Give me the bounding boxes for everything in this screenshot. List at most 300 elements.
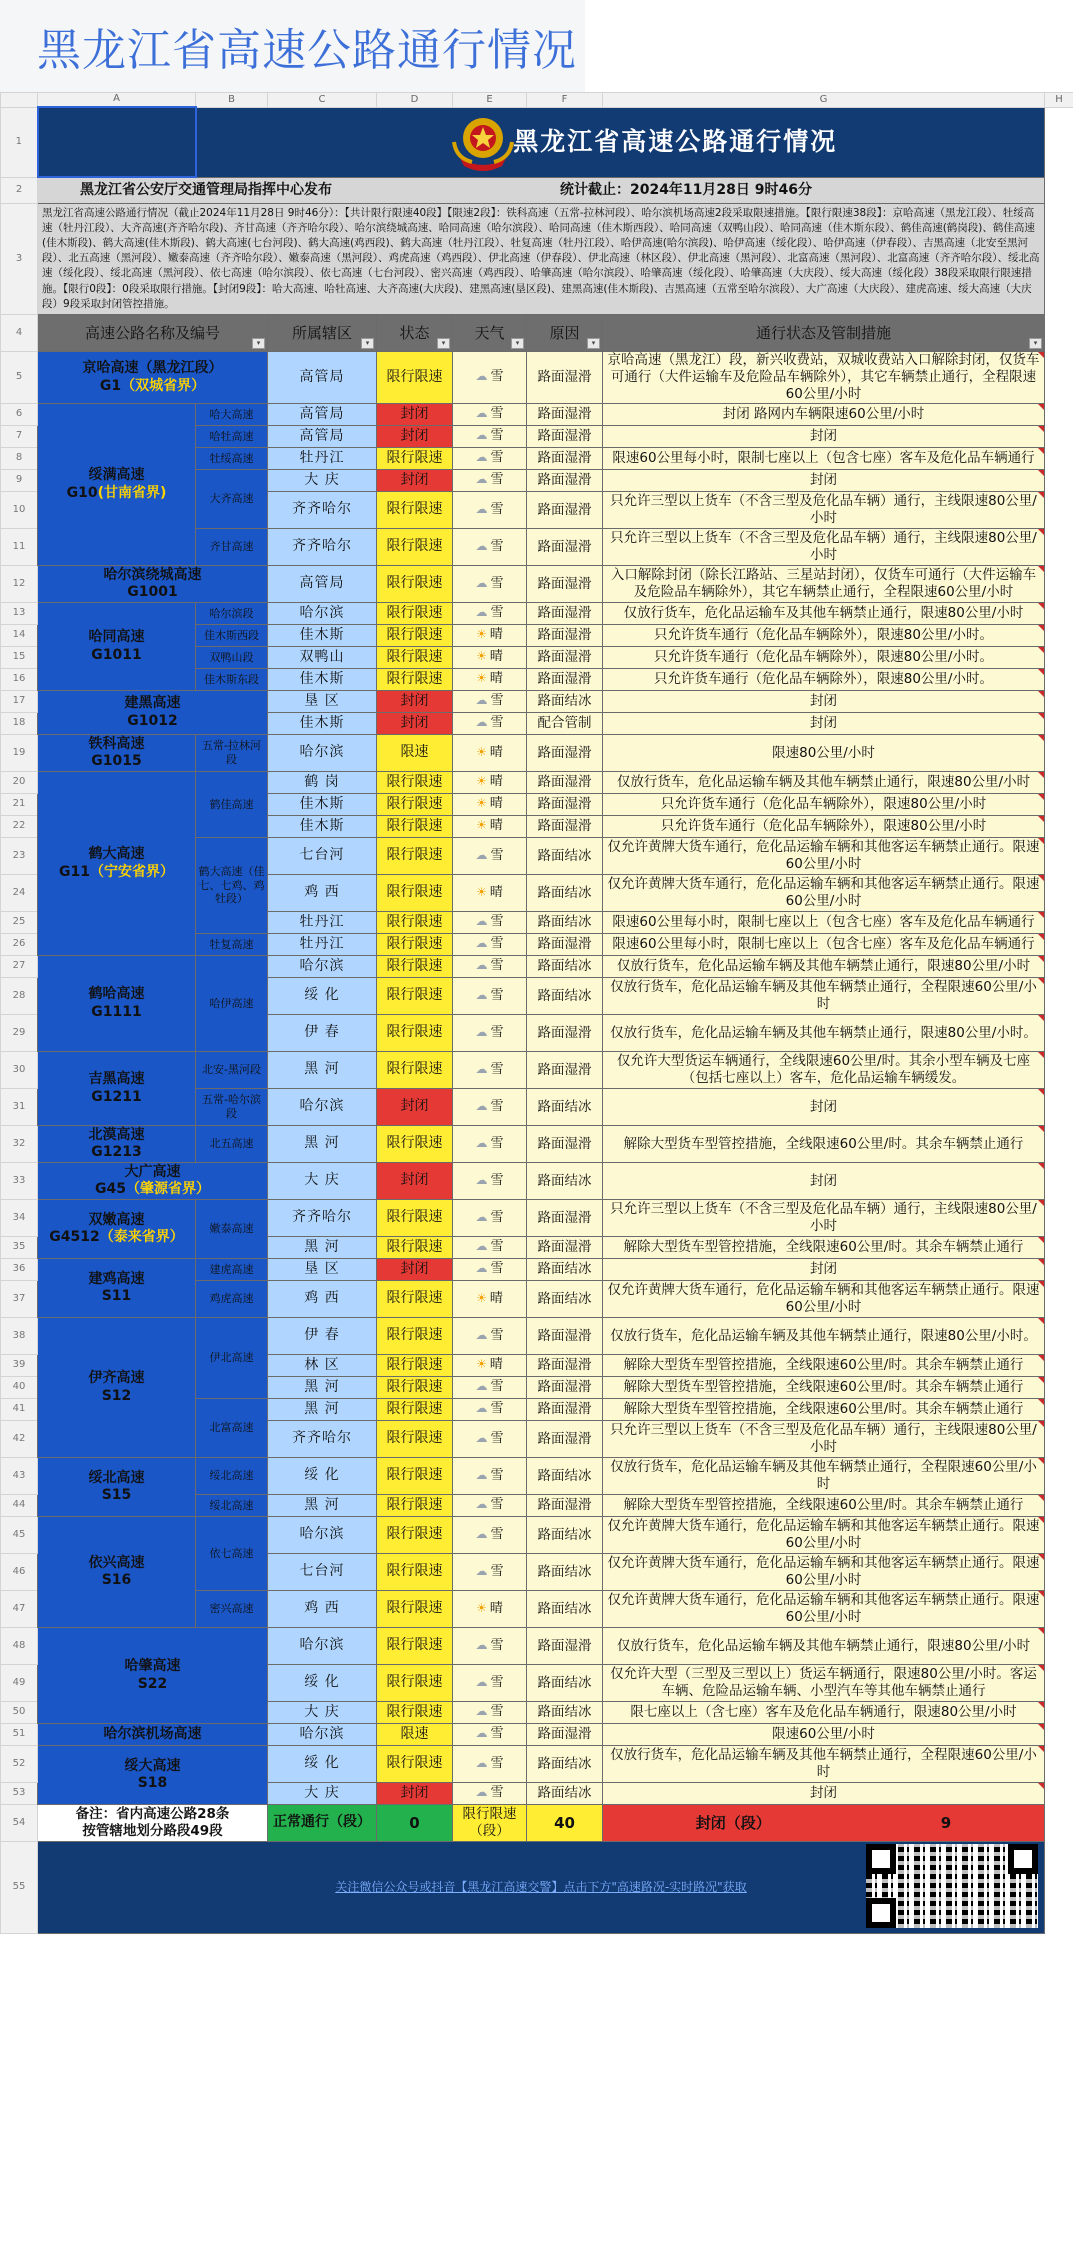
road-name-cell: 吉黑高速 G1211 [38,1052,196,1126]
reason-cell: 路面湿滑 [527,794,603,816]
weather-cell: ☀ 晴 [453,625,527,647]
snow-cloud-icon: ☁ [475,1637,488,1652]
measures-cell: 仅允许黄牌大货车通行，危化品运输车辆和其他客运车辆禁止通行。限速60公里/小时 [603,838,1045,875]
reason-cell: 路面湿滑 [527,352,603,404]
column-letter[interactable]: H [1045,93,1073,108]
selected-cell[interactable] [38,107,196,177]
road-name-cell: 绥北高速 S15 [38,1458,196,1517]
weather-cell: ☀ 晴 [453,875,527,912]
reason-cell: 路面结冰 [527,691,603,713]
row-number[interactable]: 43 [1,1458,38,1495]
row-number[interactable]: 47 [1,1591,38,1628]
status-cell: 封闭 [377,691,453,713]
measures-cell: 封闭 路网内车辆限速60公里/小时 [603,404,1045,426]
snow-cloud-icon: ☁ [475,538,488,553]
snow-cloud-icon: ☁ [475,428,488,443]
jurisdiction-cell: 绥 化 [268,1458,377,1495]
status-cell: 封闭 [377,470,453,492]
footer-link[interactable]: 关注微信公众号或抖音【黑龙江高速交警】点击下方"高速路况-实时路况"获取 [335,1879,747,1894]
jurisdiction-cell: 大 庆 [268,470,377,492]
snow-cloud-icon: ☁ [475,693,488,708]
weather-cell: ☁ 雪 [453,1724,527,1746]
row-number[interactable]: 1 [1,107,38,177]
header-area: 所属辖区 ▾ [268,315,377,352]
measures-cell: 封闭 [603,713,1045,735]
status-cell: 限行限速 [377,1421,453,1458]
status-cell: 限行限速 [377,1355,453,1377]
status-cell: 限行限速 [377,1126,453,1163]
title-cell [196,107,1045,177]
road-name-cell: 哈尔滨机场高速 [38,1724,268,1746]
road-section-cell: 伊北高速 [196,1318,268,1399]
summary-text: 黑龙江省高速公路通行情况（截止2024年11月28日 9时46分）：【共计限行限速40段】【限速2段】：铁科高速（五常-拉林河段）、哈尔滨机场高速2段采取限速措施。【限行限速38段】：京哈高速（黑龙江段）、牡绥高速（牡丹江段）、大齐高速(齐齐哈尔段)、齐甘高速（齐齐哈尔段）、哈尔滨绕城高速、哈同高速（哈尔滨段）、哈同高速（佳木斯西段）、哈同高速（双鸭山段）、哈同高速（佳木斯东段）、鹤佳高速(鹤岗段)、鹤佳高速(佳木斯段)、鹤大高速(佳木斯段)、鹤大高速(七台河段)、鹤大高速(鸡西段)、鹤大高速（牡丹江段）、牡复高速（牡丹江段）、哈伊高速(哈尔滨段)、哈伊高速（绥化段）、哈伊高速（伊春段）、吉黑高速（北安至黑河段）、北五高速（黑河段）、嫩泰高速（齐齐哈尔段）、嫩泰高速（黑河段）、鸡虎高速（鸡西段）、伊北高速（伊春段）、伊北高速（林区段）、伊北高速（黑河段）、北富高速（黑河段）、北富高速（齐齐哈尔段）、绥北高速（绥化段）、绥北高速（黑河段）、依七高速（哈尔滨段）、依七高速（七台河段）、密兴高速（鸡西段）、哈肇高速（哈尔滨段）、哈肇高速（绥化段）、哈肇高速（大庆段）、绥大高速（绥化段）38段采取限行限速措施。【限行0段】：0段采取限行措施。【封闭9段】：哈大高速、哈牡高速、大齐高速(大庆段)、建黑高速(垦区段)、建黑高速(佳木斯段)、吉黑高速（五常至哈尔滨段）、大广高速（大庆段）、建虎高速、绥大高速（大庆段）9段采取封闭管控措施。 [38,203,1045,315]
reason-cell: 路面湿滑 [527,404,603,426]
reason-cell: 路面结冰 [527,1746,603,1783]
row-number[interactable]: 39 [1,1355,38,1377]
weather-cell: ☁ 雪 [453,1746,527,1783]
road-section-cell: 建虎高速 [196,1259,268,1281]
sun-icon: ☀ [476,818,487,833]
jurisdiction-cell: 大 庆 [268,1163,377,1200]
road-section-cell: 密兴高速 [196,1591,268,1628]
row-number[interactable]: 10 [1,492,38,529]
measures-cell: 只允许三型以上货车（不含三型及危化品车辆）通行，主线限速80公里/小时 [603,529,1045,566]
weather-cell: ☀ 晴 [453,735,527,772]
weather-cell: ☁ 雪 [453,1517,527,1554]
weather-cell: ☁ 雪 [453,1126,527,1163]
snow-cloud-icon: ☁ [475,1563,488,1578]
column-letter[interactable]: B [196,93,268,108]
measures-cell: 封闭 [603,426,1045,448]
weather-cell: ☁ 雪 [453,691,527,713]
jurisdiction-cell: 绥 化 [268,978,377,1015]
snow-cloud-icon: ☁ [475,1497,488,1512]
row-number[interactable]: 35 [1,1237,38,1259]
row-number[interactable]: 12 [1,566,38,603]
jurisdiction-cell: 佳木斯 [268,625,377,647]
reason-cell: 路面湿滑 [527,1126,603,1163]
snow-cloud-icon: ☁ [475,958,488,973]
limited-label: 限行限速（段） [453,1805,527,1842]
snow-cloud-icon: ☁ [475,1379,488,1394]
row-number[interactable]: 32 [1,1126,38,1163]
filter-dropdown-icon[interactable]: ▾ [587,338,600,349]
road-section-cell: 五常-拉林河段 [196,735,268,772]
weather-cell: ☁ 雪 [453,1163,527,1200]
row-number[interactable]: 49 [1,1665,38,1702]
snow-cloud-icon: ☁ [475,914,488,929]
road-name-cell: 建鸡高速 S11 [38,1259,196,1318]
weather-cell: ☁ 雪 [453,1628,527,1665]
row-number[interactable]: 27 [1,956,38,978]
reason-cell: 路面湿滑 [527,1628,603,1665]
jurisdiction-cell: 哈尔滨 [268,1628,377,1665]
road-name-cell: 依兴高速 S16 [38,1517,196,1628]
filter-dropdown-icon[interactable]: ▾ [511,338,524,349]
jurisdiction-cell: 大 庆 [268,1702,377,1724]
row-number[interactable]: 29 [1,1015,38,1052]
road-name-cell: 建黑高速 G1012 [38,691,268,735]
reason-cell: 路面结冰 [527,875,603,912]
status-cell: 限行限速 [377,1554,453,1591]
snow-cloud-icon: ☁ [475,1726,488,1741]
jurisdiction-cell: 哈尔滨 [268,1517,377,1554]
snow-cloud-icon: ☁ [475,369,488,384]
filter-dropdown-icon[interactable]: ▾ [437,338,450,349]
row-number[interactable]: 15 [1,647,38,669]
row-number[interactable]: 6 [1,404,38,426]
row-number[interactable]: 11 [1,529,38,566]
road-section-cell: 鹤佳高速 [196,772,268,838]
jurisdiction-cell: 哈尔滨 [268,603,377,625]
row-number[interactable]: 48 [1,1628,38,1665]
header-reason: 原因 ▾ [527,315,603,352]
weather-cell: ☁ 雪 [453,529,527,566]
jurisdiction-cell: 伊 春 [268,1318,377,1355]
jurisdiction-cell: 鸡 西 [268,875,377,912]
filter-dropdown-icon[interactable]: ▾ [361,338,374,349]
weather-cell: ☁ 雪 [453,1377,527,1399]
row-number[interactable]: 26 [1,934,38,956]
snow-cloud-icon: ☁ [475,1209,488,1224]
row-number[interactable]: 13 [1,603,38,625]
filter-dropdown-icon[interactable]: ▾ [1029,338,1042,349]
status-cell: 限行限速 [377,1746,453,1783]
measures-cell: 只允许货车通行（危化品车辆除外），限速80公里/小时 [603,816,1045,838]
remark-cell: 备注：省内高速公路28条 按管辖地划分路段49段 [38,1805,268,1842]
sun-icon: ☀ [476,1600,487,1615]
column-letter[interactable]: F [527,93,603,108]
measures-cell: 解除大型货车型管控措施，全线限速60公里/时。其余车辆禁止通行 [603,1355,1045,1377]
row-number[interactable]: 17 [1,691,38,713]
reason-cell: 路面湿滑 [527,566,603,603]
footer-cell [38,1842,1045,1934]
jurisdiction-cell: 黑 河 [268,1495,377,1517]
status-cell: 限行限速 [377,1665,453,1702]
weather-cell: ☁ 雪 [453,352,527,404]
status-cell: 限行限速 [377,956,453,978]
reason-cell: 路面结冰 [527,1517,603,1554]
snow-cloud-icon: ☁ [475,847,488,862]
snow-cloud-icon: ☁ [475,1467,488,1482]
row-number[interactable]: 46 [1,1554,38,1591]
road-section-cell: 牡复高速 [196,934,268,956]
row-number[interactable]: 45 [1,1517,38,1554]
measures-cell: 入口解除封闭（除长江路站、三星站封闭），仅货车可通行（大件运输车及危险品车辆除外），其它车辆禁止通行，全程限速60公里/小时 [603,566,1045,603]
closed-summary: 封闭（段） 9 [603,1805,1045,1842]
reason-cell: 路面结冰 [527,1163,603,1200]
status-cell: 限行限速 [377,1200,453,1237]
status-cell: 限行限速 [377,1628,453,1665]
measures-cell: 限速60公里/小时 [603,1724,1045,1746]
status-cell: 限行限速 [377,529,453,566]
row-number[interactable]: 22 [1,816,38,838]
sun-icon: ☀ [476,1290,487,1305]
row-number[interactable]: 20 [1,772,38,794]
measures-cell: 仅允许黄牌大货车通行，危化品运输车辆和其他客运车辆禁止通行。限速60公里/小时 [603,875,1045,912]
row-number[interactable]: 18 [1,713,38,735]
row-number[interactable]: 21 [1,794,38,816]
measures-cell: 限速80公里/小时 [603,735,1045,772]
jurisdiction-cell: 齐齐哈尔 [268,1200,377,1237]
reason-cell: 路面结冰 [527,1259,603,1281]
road-section-cell: 北五高速 [196,1126,268,1163]
row-number[interactable]: 52 [1,1746,38,1783]
row-number[interactable]: 14 [1,625,38,647]
reason-cell: 路面结冰 [527,1665,603,1702]
status-cell: 限行限速 [377,625,453,647]
reason-cell: 配合管制 [527,713,603,735]
reason-cell: 路面湿滑 [527,669,603,691]
snow-cloud-icon: ☁ [475,501,488,516]
status-cell: 限行限速 [377,1702,453,1724]
snow-cloud-icon: ☁ [475,1704,488,1719]
measures-cell: 仅允许黄牌大货车通行，危化品运输车辆和其他客运车辆禁止通行。限速60公里/小时 [603,1554,1045,1591]
reason-cell: 路面湿滑 [527,603,603,625]
weather-cell: ☁ 雪 [453,404,527,426]
reason-cell: 路面结冰 [527,838,603,875]
row-number[interactable]: 8 [1,448,38,470]
sun-icon: ☀ [476,796,487,811]
weather-cell: ☀ 晴 [453,1281,527,1318]
header-measures: 通行状态及管制措施 ▾ [603,315,1045,352]
row-number[interactable]: 44 [1,1495,38,1517]
weather-cell: ☁ 雪 [453,713,527,735]
column-letter[interactable]: G [603,93,1045,108]
measures-cell: 只允许货车通行（危化品车辆除外），限速80公里/小时。 [603,625,1045,647]
jurisdiction-cell: 双鸭山 [268,647,377,669]
weather-cell: ☁ 雪 [453,470,527,492]
row-number[interactable]: 5 [1,352,38,404]
weather-cell: ☀ 晴 [453,1591,527,1628]
jurisdiction-cell: 哈尔滨 [268,735,377,772]
status-cell: 限行限速 [377,492,453,529]
weather-cell: ☁ 雪 [453,1399,527,1421]
reason-cell: 路面湿滑 [527,647,603,669]
snow-cloud-icon: ☁ [475,1135,488,1150]
row-number[interactable]: 36 [1,1259,38,1281]
reason-cell: 路面湿滑 [527,1200,603,1237]
row-number[interactable]: 31 [1,1089,38,1126]
jurisdiction-cell: 鸡 西 [268,1281,377,1318]
row-number[interactable]: 7 [1,426,38,448]
measures-cell: 仅允许黄牌大货车通行，危化品运输车辆和其他客运车辆禁止通行。限速60公里/小时 [603,1281,1045,1318]
reason-cell: 路面湿滑 [527,816,603,838]
jurisdiction-cell: 齐齐哈尔 [268,529,377,566]
road-section-cell: 大齐高速 [196,470,268,529]
jurisdiction-cell: 佳木斯 [268,794,377,816]
status-cell: 限行限速 [377,1015,453,1052]
measures-cell: 只允许货车通行（危化品车辆除外），限速80公里/小时。 [603,647,1045,669]
road-name-cell: 绥满高速 G10(甘南省界) [38,404,196,566]
measures-cell: 解除大型货车型管控措施，全线限速60公里/时。其余车辆禁止通行 [603,1495,1045,1517]
weather-cell: ☁ 雪 [453,492,527,529]
row-number[interactable]: 33 [1,1163,38,1200]
snow-cloud-icon: ☁ [475,1755,488,1770]
row-number[interactable]: 53 [1,1783,38,1805]
reason-cell: 路面结冰 [527,1281,603,1318]
status-cell: 限行限速 [377,934,453,956]
column-letter[interactable]: D [377,93,453,108]
status-cell: 限行限速 [377,1495,453,1517]
jurisdiction-cell: 高管局 [268,404,377,426]
column-letter[interactable]: E [453,93,527,108]
status-cell: 限行限速 [377,816,453,838]
snow-cloud-icon: ☁ [475,1430,488,1445]
jurisdiction-cell: 鸡 西 [268,1591,377,1628]
row-number[interactable]: 9 [1,470,38,492]
row-number[interactable]: 24 [1,875,38,912]
measures-cell: 仅放行货车，危化品运输车辆及其他车辆禁止通行，限速80公里/小时 [603,1628,1045,1665]
snow-cloud-icon: ☁ [475,1401,488,1416]
jurisdiction-cell: 齐齐哈尔 [268,1421,377,1458]
row-number[interactable]: 38 [1,1318,38,1355]
snow-cloud-icon: ☁ [475,472,488,487]
reason-cell: 路面湿滑 [527,1318,603,1355]
road-section-cell: 佳木斯东段 [196,669,268,691]
jurisdiction-cell: 哈尔滨 [268,1089,377,1126]
status-cell: 限行限速 [377,1237,453,1259]
weather-cell: ☁ 雪 [453,1458,527,1495]
sun-icon: ☀ [476,671,487,686]
row-number[interactable]: 50 [1,1702,38,1724]
weather-cell: ☁ 雪 [453,1702,527,1724]
road-section-cell: 依七高速 [196,1517,268,1591]
measures-cell: 仅允许黄牌大货车通行，危化品运输车辆和其他客运车辆禁止通行。限速60公里/小时 [603,1517,1045,1554]
jurisdiction-cell: 黑 河 [268,1052,377,1089]
reason-cell: 路面湿滑 [527,1399,603,1421]
limited-count: 40 [527,1805,603,1842]
row-number[interactable]: 30 [1,1052,38,1089]
road-name-cell: 双嫩高速 G4512（泰来省界） [38,1200,196,1259]
weather-cell: ☁ 雪 [453,603,527,625]
jurisdiction-cell: 佳木斯 [268,713,377,735]
jurisdiction-cell: 大 庆 [268,1783,377,1805]
row-number[interactable]: 16 [1,669,38,691]
road-section-cell: 绥北高速 [196,1458,268,1495]
snow-cloud-icon: ☁ [475,1674,488,1689]
row-number[interactable]: 41 [1,1399,38,1421]
status-cell: 限行限速 [377,566,453,603]
reason-cell: 路面湿滑 [527,529,603,566]
row-number[interactable]: 42 [1,1421,38,1458]
measures-cell: 京哈高速（黑龙江）段，新兴收费站，双城收费站入口解除封闭，仅货车可通行（大件运输车及危险品车辆除外），其它车辆禁止通行，全程限速60公里/小时 [603,352,1045,404]
measures-cell: 封闭 [603,470,1045,492]
row-number[interactable]: 25 [1,912,38,934]
weather-cell: ☁ 雪 [453,426,527,448]
road-section-cell: 绥北高速 [196,1495,268,1517]
road-name-cell: 铁科高速 G1015 [38,735,196,772]
row-number[interactable]: 34 [1,1200,38,1237]
jurisdiction-cell: 绥 化 [268,1746,377,1783]
row-number[interactable]: 19 [1,735,38,772]
weather-cell: ☁ 雪 [453,1495,527,1517]
road-section-cell: 鸡虎高速 [196,1281,268,1318]
app-title-bar [0,0,585,92]
row-number[interactable]: 40 [1,1377,38,1399]
measures-cell: 仅允许黄牌大货车通行，危化品运输车辆和其他客运车辆禁止通行。限速60公里/小时 [603,1591,1045,1628]
weather-cell: ☁ 雪 [453,566,527,603]
row-number[interactable]: 51 [1,1724,38,1746]
road-section-cell: 齐甘高速 [196,529,268,566]
road-section-cell: 五常-哈尔滨段 [196,1089,268,1126]
reason-cell: 路面湿滑 [527,426,603,448]
weather-cell: ☁ 雪 [453,1052,527,1089]
row-number[interactable]: 28 [1,978,38,1015]
measures-cell: 解除大型货车型管控措施，全线限速60公里/时。其余车辆禁止通行 [603,1126,1045,1163]
row-number[interactable]: 37 [1,1281,38,1318]
jurisdiction-cell: 佳木斯 [268,816,377,838]
weather-cell: ☁ 雪 [453,448,527,470]
jurisdiction-cell: 垦 区 [268,691,377,713]
jurisdiction-cell: 黑 河 [268,1377,377,1399]
road-section-cell: 北安-黑河段 [196,1052,268,1089]
status-cell: 限行限速 [377,794,453,816]
column-letter[interactable]: C [268,93,377,108]
measures-cell: 限速60公里每小时，限制七座以上（包含七座）客车及危化品车辆通行 [603,912,1045,934]
jurisdiction-cell: 牡丹江 [268,912,377,934]
jurisdiction-cell: 高管局 [268,352,377,404]
measures-cell: 解除大型货车型管控措施，全线限速60公里/时。其余车辆禁止通行 [603,1399,1045,1421]
weather-cell: ☀ 晴 [453,647,527,669]
column-letter[interactable]: A [38,93,196,108]
sun-icon: ☀ [476,774,487,789]
snow-cloud-icon: ☁ [475,1261,488,1276]
status-cell: 限行限速 [377,1052,453,1089]
reason-cell: 路面湿滑 [527,470,603,492]
jurisdiction-cell: 七台河 [268,1554,377,1591]
road-section-cell: 哈牡高速 [196,426,268,448]
status-cell: 封闭 [377,426,453,448]
measures-cell: 封闭 [603,1163,1045,1200]
measures-cell: 只允许三型以上货车（不含三型及危化品车辆）通行，主线限速80公里/小时 [603,492,1045,529]
sun-icon: ☀ [476,1357,487,1372]
reason-cell: 路面湿滑 [527,1724,603,1746]
road-name-cell: 北漠高速 G1213 [38,1126,196,1163]
snow-cloud-icon: ☁ [475,1327,488,1342]
jurisdiction-cell: 牡丹江 [268,448,377,470]
filter-dropdown-icon[interactable]: ▾ [252,338,265,349]
row-number[interactable]: 23 [1,838,38,875]
road-section-cell: 双鸭山段 [196,647,268,669]
weather-cell: ☁ 雪 [453,912,527,934]
reason-cell: 路面结冰 [527,1591,603,1628]
snow-cloud-icon: ☁ [475,987,488,1002]
road-section-cell: 哈伊高速 [196,956,268,1052]
snow-cloud-icon: ☁ [475,1526,488,1541]
status-cell: 限行限速 [377,352,453,404]
weather-cell: ☁ 雪 [453,1554,527,1591]
measures-cell: 限速60公里每小时，限制七座以上（包含七座）客车及危化品车辆通行 [603,448,1045,470]
measures-cell: 只允许货车通行（危化品车辆除外），限速80公里/小时 [603,794,1045,816]
measures-cell: 限七座以上（含七座）客车及危化品车辆通行，限速80公里/小时 [603,1702,1045,1724]
weather-cell: ☁ 雪 [453,1200,527,1237]
status-cell: 限行限速 [377,1377,453,1399]
road-name-cell: 哈肇高速 S22 [38,1628,268,1724]
status-cell: 限行限速 [377,647,453,669]
measures-cell: 封闭 [603,1259,1045,1281]
jurisdiction-cell: 齐齐哈尔 [268,492,377,529]
jurisdiction-cell: 鹤 岗 [268,772,377,794]
snow-cloud-icon: ☁ [475,406,488,421]
status-cell: 封闭 [377,1163,453,1200]
road-section-cell: 鹤大高速（佳七、七鸡、鸡牡段） [196,838,268,934]
publisher-row [38,177,1045,203]
header-road: 高速公路名称及编号 ▾ [38,315,268,352]
status-cell: 限行限速 [377,1517,453,1554]
sun-icon: ☀ [476,744,487,759]
weather-cell: ☀ 晴 [453,794,527,816]
